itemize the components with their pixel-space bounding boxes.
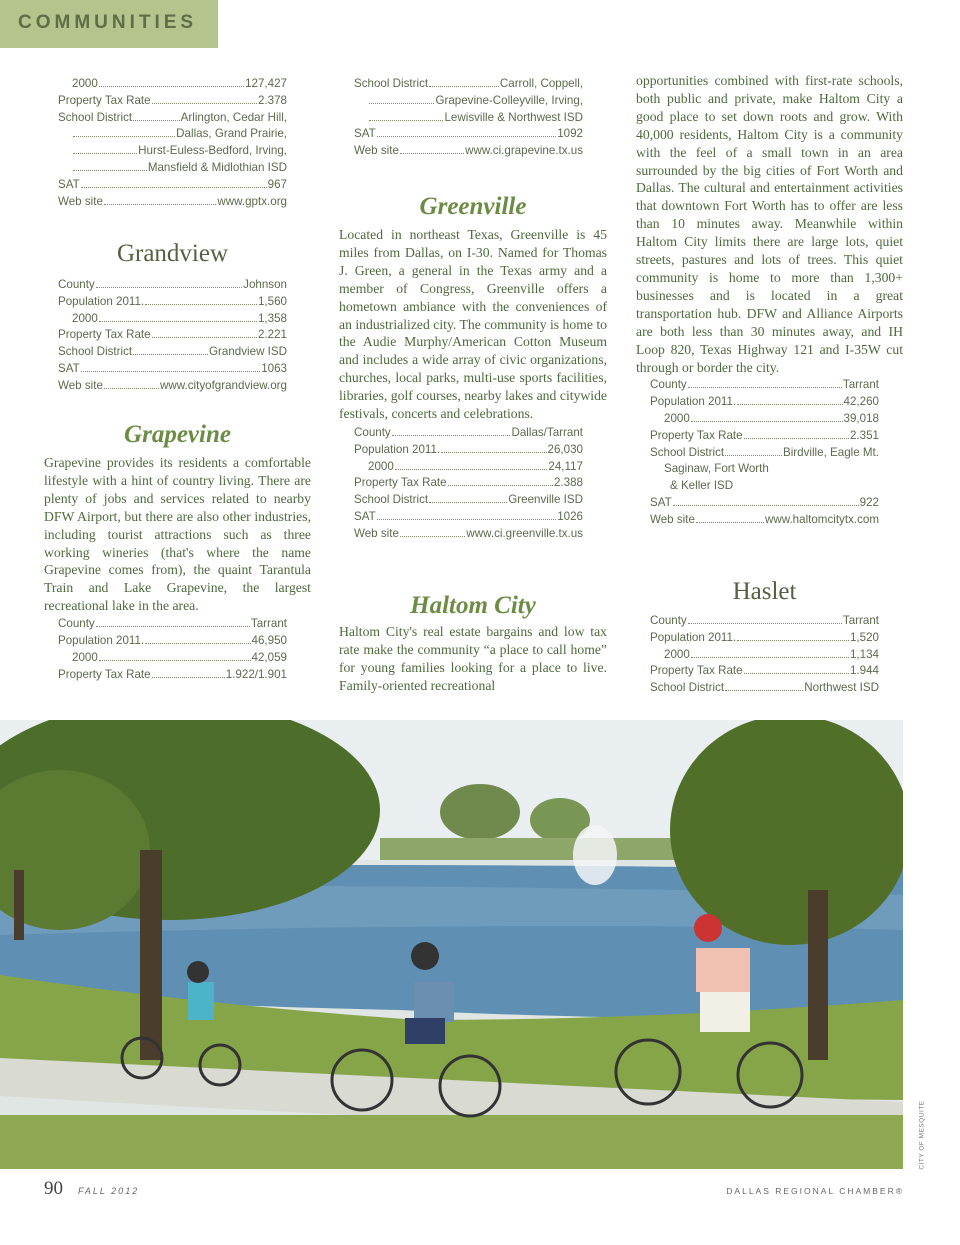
stat-value: 2.378: [257, 93, 287, 107]
leader-dots: [691, 421, 843, 422]
stat-value: 2.388: [553, 476, 583, 490]
stat-row: [354, 492, 583, 509]
stat-row: [58, 277, 287, 294]
haslet-title: Haslet: [732, 578, 797, 605]
stat-value: 967: [267, 177, 287, 191]
haltom-city-stats: [650, 377, 879, 461]
stat-label: Web site: [354, 526, 399, 540]
stat-value: 127,427: [245, 77, 287, 90]
stat-row: [650, 411, 879, 428]
school-district-cont: Saginaw, Fort Worth: [664, 462, 769, 476]
leader-dots: [400, 536, 465, 537]
stat-label: County: [650, 614, 687, 627]
leader-dots: [744, 673, 849, 674]
stat-label: Property Tax Rate: [650, 664, 743, 678]
stat-value: 1026: [557, 509, 583, 523]
stat-value: 1,358: [257, 311, 287, 325]
leader-dots: [73, 136, 175, 137]
stat-row: [58, 344, 287, 361]
stat-row: [58, 194, 287, 211]
stat-label: Population 2011.: [58, 294, 145, 308]
grapevine-paragraph: Grapevine provides its residents a comfortable lifestyle with a hint of country living. There are plenty of jobs and services related to nearby DFW Airport, but there are also other industries, including tourist attractions such as three working wineries (that's where the name Grapevine comes from), the quaint Tarantula Train and Lake Grapevine, the largest recreational lake in the area.: [44, 455, 311, 614]
leader-dots: [377, 136, 557, 137]
stat-label: Population 2011.: [354, 442, 441, 456]
stat-label: Population 2011.: [650, 395, 737, 409]
stat-value: 2.351: [849, 428, 879, 442]
stat-row: [650, 630, 879, 647]
stat-label: Population 2011.: [58, 633, 145, 647]
greenville-stats: [354, 425, 583, 543]
stat-value: Lewisville & Northwest ISD: [444, 110, 583, 124]
leader-dots: [744, 438, 849, 439]
stat-value: www.gptx.org: [217, 194, 287, 208]
grandview-title: Grandview: [116, 240, 229, 267]
grandview-stats: [58, 277, 287, 395]
haltom-city-paragraph-cont: opportunities combined with first-rate schools, both public and private, make Haltom City a good place to set down roots and grow. With 40,000 residents, Haltom City is a community with the feel of a small town in an area surrounded by the big cities of Fort Worth and Dallas. The cultural and entertainment activities that downtown Fort Worth has to offer are less than 10 minutes away. Meanwhile within Haltom City limits there are large lots, quiet streets, pastures and lots of trees. This quiet community is home to more than 1,300+ businesses and is located in a great transportation hub. DFW and Alliance Airports are both less than 30 minutes away, and IH Loop 820, Texas Highway 121 and I-35W cut through or border the city.: [636, 73, 903, 375]
stat-value: 1,560: [257, 294, 287, 308]
stat-row: [650, 680, 879, 697]
stat-value: Mansfield & Midlothian ISD: [147, 160, 287, 174]
section-tab: [0, 0, 218, 48]
stat-row: [650, 512, 879, 529]
stat-row: [354, 76, 583, 93]
photo-credit: [917, 1100, 927, 1170]
leader-dots: [400, 153, 464, 154]
stat-row: [58, 177, 287, 194]
stat-label: School District: [58, 110, 133, 124]
stat-label: Property Tax Rate: [650, 428, 743, 442]
stat-row: [58, 650, 287, 667]
stat-label: School District: [650, 445, 725, 459]
stat-label: School District: [354, 77, 429, 90]
leader-dots: [688, 387, 842, 388]
stat-label: Property Tax Rate: [58, 328, 151, 342]
stat-value: 39,018: [843, 412, 879, 425]
stat-label: SAT: [650, 495, 672, 509]
stat-label: 2000: [72, 650, 98, 664]
stat-value: www.cityofgrandview.org: [160, 378, 287, 392]
haltom-city-title: Haltom City: [410, 592, 536, 619]
stat-value: 46,950: [251, 633, 287, 647]
stat-label: SAT: [58, 361, 80, 375]
stat-value: Greenville ISD: [508, 493, 583, 507]
stat-row: [58, 378, 287, 395]
photo-credit-label: CITY OF MESQUITE: [918, 1100, 926, 1170]
stat-row: [58, 294, 287, 311]
stat-row: [58, 311, 287, 328]
column-1: [58, 76, 287, 210]
stat-label: County: [354, 425, 391, 439]
leader-dots: [725, 690, 803, 691]
leader-dots: [688, 623, 842, 624]
stat-row: [354, 459, 583, 476]
leader-dots: [152, 337, 257, 338]
greenville-section: [339, 193, 607, 543]
column-2-top: [354, 76, 583, 160]
stat-row: [650, 394, 879, 411]
grapevine-section: [44, 421, 311, 683]
stat-row: [354, 425, 583, 442]
stat-value: 1.944: [849, 664, 879, 678]
stat-row: [650, 428, 879, 445]
leader-dots: [673, 505, 859, 506]
leader-dots: [96, 626, 250, 627]
grandview-section: [58, 240, 287, 395]
leader-dots: [441, 452, 546, 453]
stat-row: [58, 160, 287, 177]
issue-season: FALL 2012: [78, 1186, 140, 1196]
school-district-cont: & Keller ISD: [670, 479, 734, 493]
stat-label: County: [650, 378, 687, 392]
stat-value: Tarrant: [842, 614, 879, 627]
stat-row: [354, 526, 583, 543]
stat-value: Tarrant: [250, 617, 287, 631]
stat-value: Grandview ISD: [209, 345, 287, 359]
leader-dots: [429, 86, 499, 87]
leader-dots: [152, 103, 257, 104]
stat-value: 1.922/1.901: [225, 667, 287, 681]
grand-prairie-stats: [58, 76, 287, 210]
leader-dots: [395, 469, 548, 470]
page-number: 90: [44, 1178, 63, 1199]
stat-value: Arlington, Cedar Hill,: [180, 110, 287, 124]
stat-row: [58, 126, 287, 143]
stat-label: Property Tax Rate: [58, 93, 151, 107]
leader-dots: [73, 170, 147, 171]
stat-label: Population 2011.: [650, 630, 737, 644]
stat-label: 2000: [72, 77, 98, 90]
stat-value: 42,059: [251, 650, 287, 664]
stat-label: School District: [650, 681, 725, 695]
stat-row: [354, 126, 583, 143]
stat-row: [354, 93, 583, 110]
leader-dots: [369, 120, 443, 121]
haslet-stats: [650, 613, 879, 697]
leader-dots: [725, 455, 782, 456]
leader-dots: [81, 371, 261, 372]
stat-value: Dallas/Tarrant: [511, 425, 583, 439]
stat-row: [58, 633, 287, 650]
stat-row: [58, 76, 287, 93]
leader-dots: [99, 321, 257, 322]
stat-row: [58, 93, 287, 110]
stat-value: Tarrant: [842, 378, 879, 392]
stat-value: www.haltomcitytx.com: [764, 512, 879, 526]
leader-dots: [369, 103, 434, 104]
leader-dots: [99, 660, 251, 661]
greenville-paragraph: Located in northeast Texas, Greenville is 45 miles from Dallas, on I-30. Named for Thomas J. Green, a general in the Texas army and a member of Congress, Greenville offers a hometown ambiance with the conveniences of an industrialized city. The community is home to the Audie Murphy/American Cotton Museum and includes a wide array of civic organizations, churches, local parks, multi-use sports facilities, libraries, golf courses, nearby lakes and citywide festivals, concerts and celebrations.: [339, 227, 607, 422]
stat-value: 1,134: [849, 647, 879, 661]
stat-label: 2000: [72, 311, 98, 325]
leader-dots: [96, 287, 242, 288]
stat-row: [354, 143, 583, 160]
stat-label: 2000: [664, 647, 690, 661]
stat-value: Grapevine-Colleyville, Irving,: [435, 93, 583, 107]
stat-value: Northwest ISD: [804, 681, 879, 695]
leader-dots: [73, 153, 137, 154]
stat-label: Web site: [58, 378, 103, 392]
stat-value: Dallas, Grand Prairie,: [176, 127, 287, 141]
stat-row: [58, 361, 287, 378]
stat-row: [58, 143, 287, 160]
leader-dots: [696, 522, 764, 523]
stat-row: [650, 445, 879, 462]
leader-dots: [99, 86, 244, 87]
leader-dots: [392, 435, 511, 436]
stat-value: Birdville, Eagle Mt.: [782, 445, 879, 459]
leader-dots: [691, 657, 849, 658]
stat-row: [650, 613, 879, 630]
stat-row: [650, 647, 879, 664]
grapevine-stats-cont: [354, 76, 583, 160]
stat-label: 2000: [368, 459, 394, 473]
leader-dots: [377, 519, 557, 520]
column-3: [636, 72, 903, 529]
stat-label: 2000: [664, 412, 690, 425]
haltom-city-paragraph: Haltom City's real estate bargains and low tax rate make the community “a place to call home” for young families looking for a place to live. Family-oriented recreational: [339, 624, 607, 693]
stat-value: Johnson: [243, 278, 287, 291]
stat-value: 1063: [261, 361, 287, 375]
stat-row: [650, 663, 879, 680]
leader-dots: [429, 502, 507, 503]
stat-label: School District: [58, 345, 133, 359]
leader-dots: [145, 304, 257, 305]
stat-value: 922: [859, 495, 879, 509]
stat-value: 1,520: [849, 630, 879, 644]
stat-value: Carroll, Coppell,: [499, 77, 583, 90]
stat-label: County: [58, 278, 95, 291]
haltom-city-stats-2: [650, 495, 879, 529]
grapevine-title: Grapevine: [124, 421, 231, 448]
stat-label: SAT: [58, 177, 80, 191]
leader-dots: [81, 187, 267, 188]
stat-row: [58, 327, 287, 344]
leader-dots: [145, 643, 250, 644]
leader-dots: [104, 388, 159, 389]
leader-dots: [104, 204, 217, 205]
stat-row: [650, 377, 879, 394]
stat-label: County: [58, 617, 95, 631]
stat-label: Web site: [58, 194, 103, 208]
stat-value: Hurst-Euless-Bedford, Irving,: [138, 144, 287, 158]
stat-row: [58, 110, 287, 127]
publisher-name: DALLAS REGIONAL CHAMBER®: [726, 1186, 904, 1196]
stat-label: Property Tax Rate: [58, 667, 151, 681]
stat-value: www.ci.greenville.tx.us: [466, 526, 583, 540]
leader-dots: [737, 640, 849, 641]
stat-value: 2.221: [257, 328, 287, 342]
stat-label: School District: [354, 493, 429, 507]
stat-row: [650, 495, 879, 512]
stat-value: 42,260: [843, 395, 879, 409]
leader-dots: [448, 485, 553, 486]
leader-dots: [737, 404, 842, 405]
stat-label: Property Tax Rate: [354, 476, 447, 490]
stat-value: www.ci.grapevine.tx.us: [465, 144, 583, 158]
stat-row: [354, 509, 583, 526]
stat-row: [58, 616, 287, 633]
grapevine-stats: [58, 616, 287, 683]
leader-dots: [152, 677, 225, 678]
stat-row: [58, 667, 287, 684]
haltom-city-section: [339, 592, 607, 695]
stat-value: 26,030: [547, 442, 583, 456]
stat-row: [354, 110, 583, 127]
stat-label: SAT: [354, 509, 376, 523]
stat-label: Web site: [650, 512, 695, 526]
stat-value: 24,117: [548, 459, 583, 473]
haslet-section: [650, 578, 879, 697]
stat-label: Web site: [354, 144, 399, 158]
stat-value: 1092: [557, 127, 583, 141]
park-cyclists-photo: [0, 720, 903, 1169]
section-tab-label: COMMUNITIES: [18, 12, 198, 33]
leader-dots: [133, 120, 180, 121]
stat-label: SAT: [354, 127, 376, 141]
photo-illustration: [0, 720, 903, 1169]
leader-dots: [133, 354, 208, 355]
greenville-title: Greenville: [419, 193, 527, 220]
stat-row: [354, 475, 583, 492]
stat-row: [354, 442, 583, 459]
